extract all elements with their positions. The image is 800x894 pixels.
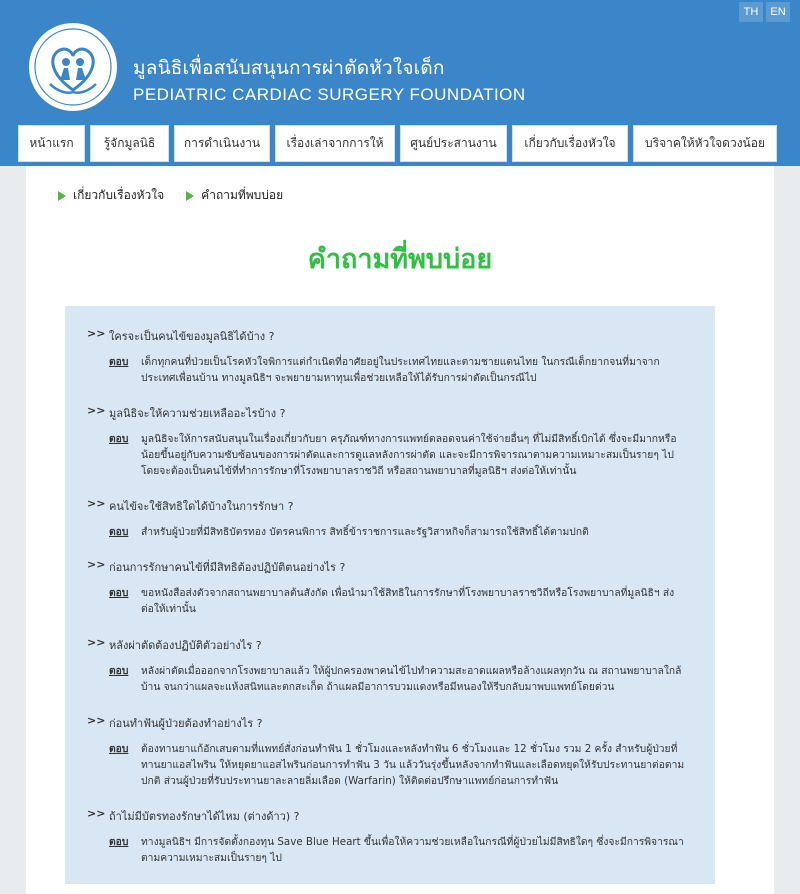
faq-item: [87, 636, 687, 695]
breadcrumb-item-faq[interactable]: [186, 186, 283, 205]
breadcrumb-item-about-heart[interactable]: [58, 186, 164, 205]
faq-item: [87, 404, 687, 479]
faq-item: [87, 497, 687, 540]
question-marker: >>: [87, 497, 106, 510]
question-marker: >>: [87, 558, 106, 571]
brand-title-thai: มูลนิธิเพื่อสนับสนุนการผ่าตัดหัวใจเด็ก: [133, 57, 445, 79]
question-marker: >>: [87, 807, 106, 820]
faq-item: [87, 327, 687, 386]
question-text: หลังผ่าตัดต้องปฏิบัติตัวอย่างไร ?: [109, 639, 262, 652]
nav-about[interactable]: รู้จักมูลนิธิ: [90, 125, 169, 162]
page-title: คำถามที่พบบ่อย: [307, 244, 493, 275]
nav-donate[interactable]: บริจาคให้หัวใจดวงน้อย: [633, 125, 777, 162]
arrow-right-icon: [186, 191, 194, 201]
faq-answer: [87, 834, 687, 866]
question-marker: >>: [87, 327, 106, 340]
brand-title-english: PEDIATRIC CARDIAC SURGERY FOUNDATION: [133, 85, 526, 104]
answer-label: ตอบ: [109, 526, 129, 538]
lang-th-button[interactable]: TH: [739, 2, 763, 22]
breadcrumb: [58, 186, 305, 205]
faq-question: [87, 636, 687, 654]
language-switcher: [739, 2, 790, 22]
faq-answer: [87, 524, 687, 540]
answer-text: ต้องทานยาแก้อักเสบตามที่แพทย์สั่งก่อนทำฟัน 1 ชั่วโมงและหลังทำฟัน 6 ชั่วโมงและ 12 ชั่วโมง รวม 2 ครั้ง สำหรับผู้ป่วยที่ทานยาแอสไพริน ให้หยุดยาแอสไพรินก่อนการทำฟัน 3 วัน แล้ววันรุ่งขึ้นหลังจากทำฟันและเลือดหยุดให้รับประทานยาต่อตามปกติ ส่วนผู้ป่วยที่รับประทานยาละลายลิ่มเลือด (Warfarin) ให้ติดต่อปรึกษาแพทย์ก่อนการทำฟัน: [141, 743, 685, 787]
answer-label: ตอบ: [109, 836, 129, 848]
question-marker: >>: [87, 636, 106, 649]
answer-label: ตอบ: [109, 356, 129, 368]
nav-coordination-center[interactable]: ศูนย์ประสานงาน: [400, 125, 507, 162]
foundation-logo[interactable]: [28, 22, 118, 112]
faq-answer: [87, 354, 687, 386]
question-text: ถ้าไม่มีบัตรทองรักษาได้ไหม (ต่างด้าว) ?: [109, 810, 300, 823]
faq-question: [87, 714, 687, 732]
question-text: ใครจะเป็นคนไข้ของมูลนิธิได้บ้าง ?: [109, 330, 275, 343]
site-header: [0, 0, 800, 166]
faq-question: [87, 558, 687, 576]
faq-question: [87, 327, 687, 345]
answer-text: ทางมูลนิธิฯ มีการจัดตั้งกองทุน Save Blue Heart ขึ้นเพื่อให้ความช่วยเหลือในกรณีที่ผู้ป่วยไม่มีสิทธิใดๆ ซึ่งจะมีการพิจารณาตามความเหมาะสมเป็นรายๆ ไป: [141, 836, 684, 864]
nav-about-heart[interactable]: เกี่ยวกับเรื่องหัวใจ: [512, 125, 628, 162]
nav-stories[interactable]: เรื่องเล่าจากการให้: [275, 125, 395, 162]
answer-text: มูลนิธิจะให้การสนับสนุนในเรื่องเกี่ยวกับยา ครุภัณฑ์ทางการแพทย์ตลอดจนค่าใช้จ่ายอื่นๆ ที่ไม่มีสิทธิ์เบิกได้ ซึ่งจะมีมากหรือน้อยขึ้นอยู่กับความซับซ้อนของการผ่าตัดและการดูแลหลังการผ่าตัด และจะมีการพิจารณาตามความเหมาะสมเป็นรายๆ ไป โดยจะต้องเป็นคนไข้ที่ทำการรักษาที่โรงพยาบาลราชวิถี หรือสถานพยาบาลที่มูลนิธิฯ ส่งต่อให้เท่านั้น: [141, 433, 677, 477]
answer-label: ตอบ: [109, 665, 129, 677]
nav-home[interactable]: หน้าแรก: [18, 125, 85, 162]
answer-label: ตอบ: [109, 587, 129, 599]
question-text: ก่อนทำฟันผู้ป่วยต้องทำอย่างไร ?: [109, 717, 263, 730]
breadcrumb-label: คำถามที่พบบ่อย: [201, 188, 284, 202]
faq-item: [87, 807, 687, 866]
faq-answer: [87, 741, 687, 789]
answer-label: ตอบ: [109, 743, 129, 755]
faq-answer: [87, 663, 687, 695]
answer-label: ตอบ: [109, 433, 129, 445]
question-marker: >>: [87, 714, 106, 727]
faq-question: [87, 807, 687, 825]
question-text: คนไข้จะใช้สิทธิใดได้บ้างในการรักษา ?: [109, 500, 294, 513]
arrow-right-icon: [58, 191, 66, 201]
question-text: ก่อนการรักษาคนไข้ที่มีสิทธิต้องปฏิบัติตนอย่างไร ?: [109, 561, 346, 574]
faq-question: [87, 404, 687, 422]
question-marker: >>: [87, 404, 106, 417]
faq-question: [87, 497, 687, 515]
faq-item: [87, 558, 687, 617]
faq-answer: [87, 431, 687, 479]
answer-text: เด็กทุกคนที่ป่วยเป็นโรคหัวใจพิการแต่กำเนิดที่อาศัยอยู่ในประเทศไทยและตามชายแดนไทย ในกรณีเด็กยากจนที่มาจากประเทศเพื่อนบ้าน ทางมูลนิธิฯ จะพยายามหาทุนเพื่อช่วยเหลือให้ได้รับการผ่าตัดเป็นกรณีไป: [141, 356, 660, 384]
faq-item: [87, 714, 687, 789]
answer-text: ขอหนังสือส่งตัวจากสถานพยาบาลต้นสังกัด เพื่อนำมาใช้สิทธิในการรักษาที่โรงพยาบาลราชวิถีหรือโรงพยาบาลที่มูลนิธิฯ ส่งต่อให้เท่านั้น: [141, 587, 675, 615]
main-nav: [18, 125, 777, 162]
question-text: มูลนิธิจะให้ความช่วยเหลืออะไรบ้าง ?: [109, 407, 286, 420]
faq-answer: [87, 585, 687, 617]
breadcrumb-label: เกี่ยวกับเรื่องหัวใจ: [73, 188, 165, 202]
nav-operations[interactable]: การดำเนินงาน: [174, 125, 270, 162]
answer-text: หลังผ่าตัดเมื่อออกจากโรงพยาบาลแล้ว ให้ผู้ปกครองพาคนไข้ไปทำความสะอาดแผลหรือล้างแผลทุกวัน ณ สถานพยาบาลใกล้บ้าน จนกว่าแผลจะแห้งสนิทและตกสะเก็ด ถ้าแผลมีอาการบวมแดงหรือมีหนองให้รีบกลับมาพบแพทย์โดยด่วน: [141, 665, 682, 693]
answer-text: สำหรับผู้ป่วยที่มีสิทธิบัตรทอง บัตรคนพิการ สิทธิ์ข้าราชการและรัฐวิสาหกิจก็สามารถใช้สิทธิ์ได้ตามปกติ: [141, 526, 589, 538]
lang-en-button[interactable]: EN: [766, 2, 790, 22]
